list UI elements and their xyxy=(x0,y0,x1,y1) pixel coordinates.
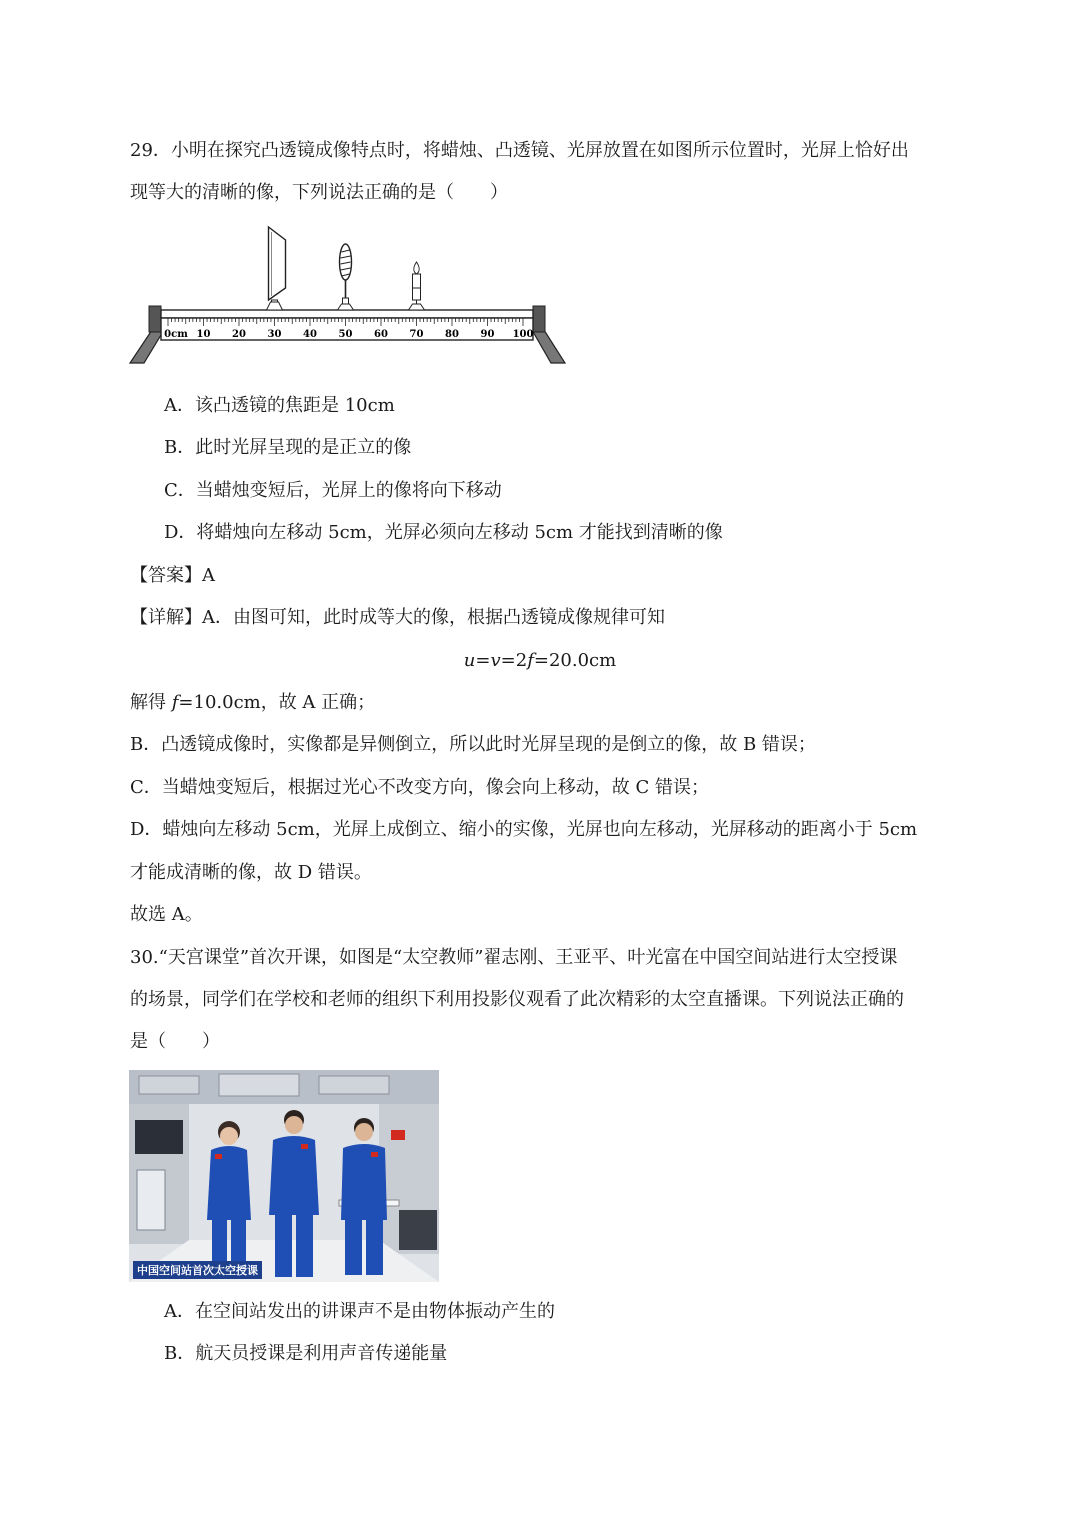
ruler-label: 60 xyxy=(374,329,388,340)
candle xyxy=(409,262,425,310)
detail-c: C．当蜡烛变短后，根据过光心不改变方向，像会向上移动，故 C 错误； xyxy=(130,777,709,798)
ruler-label: 70 xyxy=(409,329,424,340)
right-end-block xyxy=(533,306,545,332)
solve-line: 解得 f=10.0cm，故 A 正确； xyxy=(130,692,376,713)
ruler-label: 80 xyxy=(445,329,459,340)
detail-a: A．由图可知，此时成等大的像，根据凸透镜成像规律可知 xyxy=(202,607,665,628)
optical-bench-diagram xyxy=(128,222,568,367)
q29-option-c: C．当蜡烛变短后，光屏上的像将向下移动 xyxy=(164,480,502,501)
answer-label: 【答案】 xyxy=(130,565,202,586)
left-leg xyxy=(130,330,164,363)
q30-stem-line2: 的场景，同学们在学校和老师的组织下利用投影仪观看了此次精彩的太空直播课。下列说法正确的 xyxy=(130,989,904,1010)
ruler-label: 90 xyxy=(480,329,495,340)
q30-option-a: A．在空间站发出的讲课声不是由物体振动产生的 xyxy=(164,1301,555,1322)
answer-value: A xyxy=(202,565,215,586)
conclusion: 故选 A。 xyxy=(130,904,203,925)
ruler-label: 40 xyxy=(303,329,317,340)
q29-stem-line1: 29．小明在探究凸透镜成像特点时，将蜡烛、凸透镜、光屏放置在如图所示位置时，光屏上恰好出 xyxy=(130,140,909,161)
ruler-label: 50 xyxy=(338,329,353,340)
q29-option-a: A．该凸透镜的焦距是 10cm xyxy=(164,395,395,416)
ruler-label: 0cm xyxy=(164,329,188,340)
answer-line xyxy=(130,564,215,588)
detail-d-line2: 才能成清晰的像，故 D 错误。 xyxy=(130,862,372,883)
light-screen xyxy=(267,227,286,310)
left-end-block xyxy=(149,306,161,332)
q29-stem-line2: 现等大的清晰的像，下列说法正确的是（ ） xyxy=(130,182,508,203)
detail-d-line1: D．蜡烛向左移动 5cm，光屏上成倒立、缩小的实像，光屏也向左移动，光屏移动的距离小于 5cm xyxy=(130,819,918,840)
q30-stem-line1: 30.“天宫课堂”首次开课，如图是“太空教师”翟志刚、王亚平、叶光富在中国空间站进行太空授课 xyxy=(130,947,898,968)
q29-option-d: D．将蜡烛向左移动 5cm，光屏必须向左移动 5cm 才能找到清晰的像 xyxy=(164,522,723,543)
q29-option-b: B．此时光屏呈现的是正立的像 xyxy=(164,437,412,458)
ruler-label: 20 xyxy=(232,329,246,340)
detail-line-a xyxy=(130,606,665,630)
ruler-label: 100 xyxy=(512,329,534,340)
ruler-label: 30 xyxy=(267,329,282,340)
right-leg xyxy=(532,330,565,363)
photo-caption: 中国空间站首次太空授课 xyxy=(133,1261,262,1279)
q30-stem-line3: 是（ ） xyxy=(130,1031,220,1052)
formula: u=v=2f=20.0cm xyxy=(463,650,617,671)
detail-label: 【详解】 xyxy=(130,607,202,628)
space-station-lecture-photo xyxy=(129,1070,439,1282)
convex-lens xyxy=(338,244,354,310)
detail-b: B．凸透镜成像时，实像都是异侧倒立，所以此时光屏呈现的是倒立的像，故 B 错误； xyxy=(130,734,816,755)
q30-option-b: B．航天员授课是利用声音传递能量 xyxy=(164,1343,448,1364)
ruler-label: 10 xyxy=(196,329,211,340)
rail-top xyxy=(161,310,533,318)
